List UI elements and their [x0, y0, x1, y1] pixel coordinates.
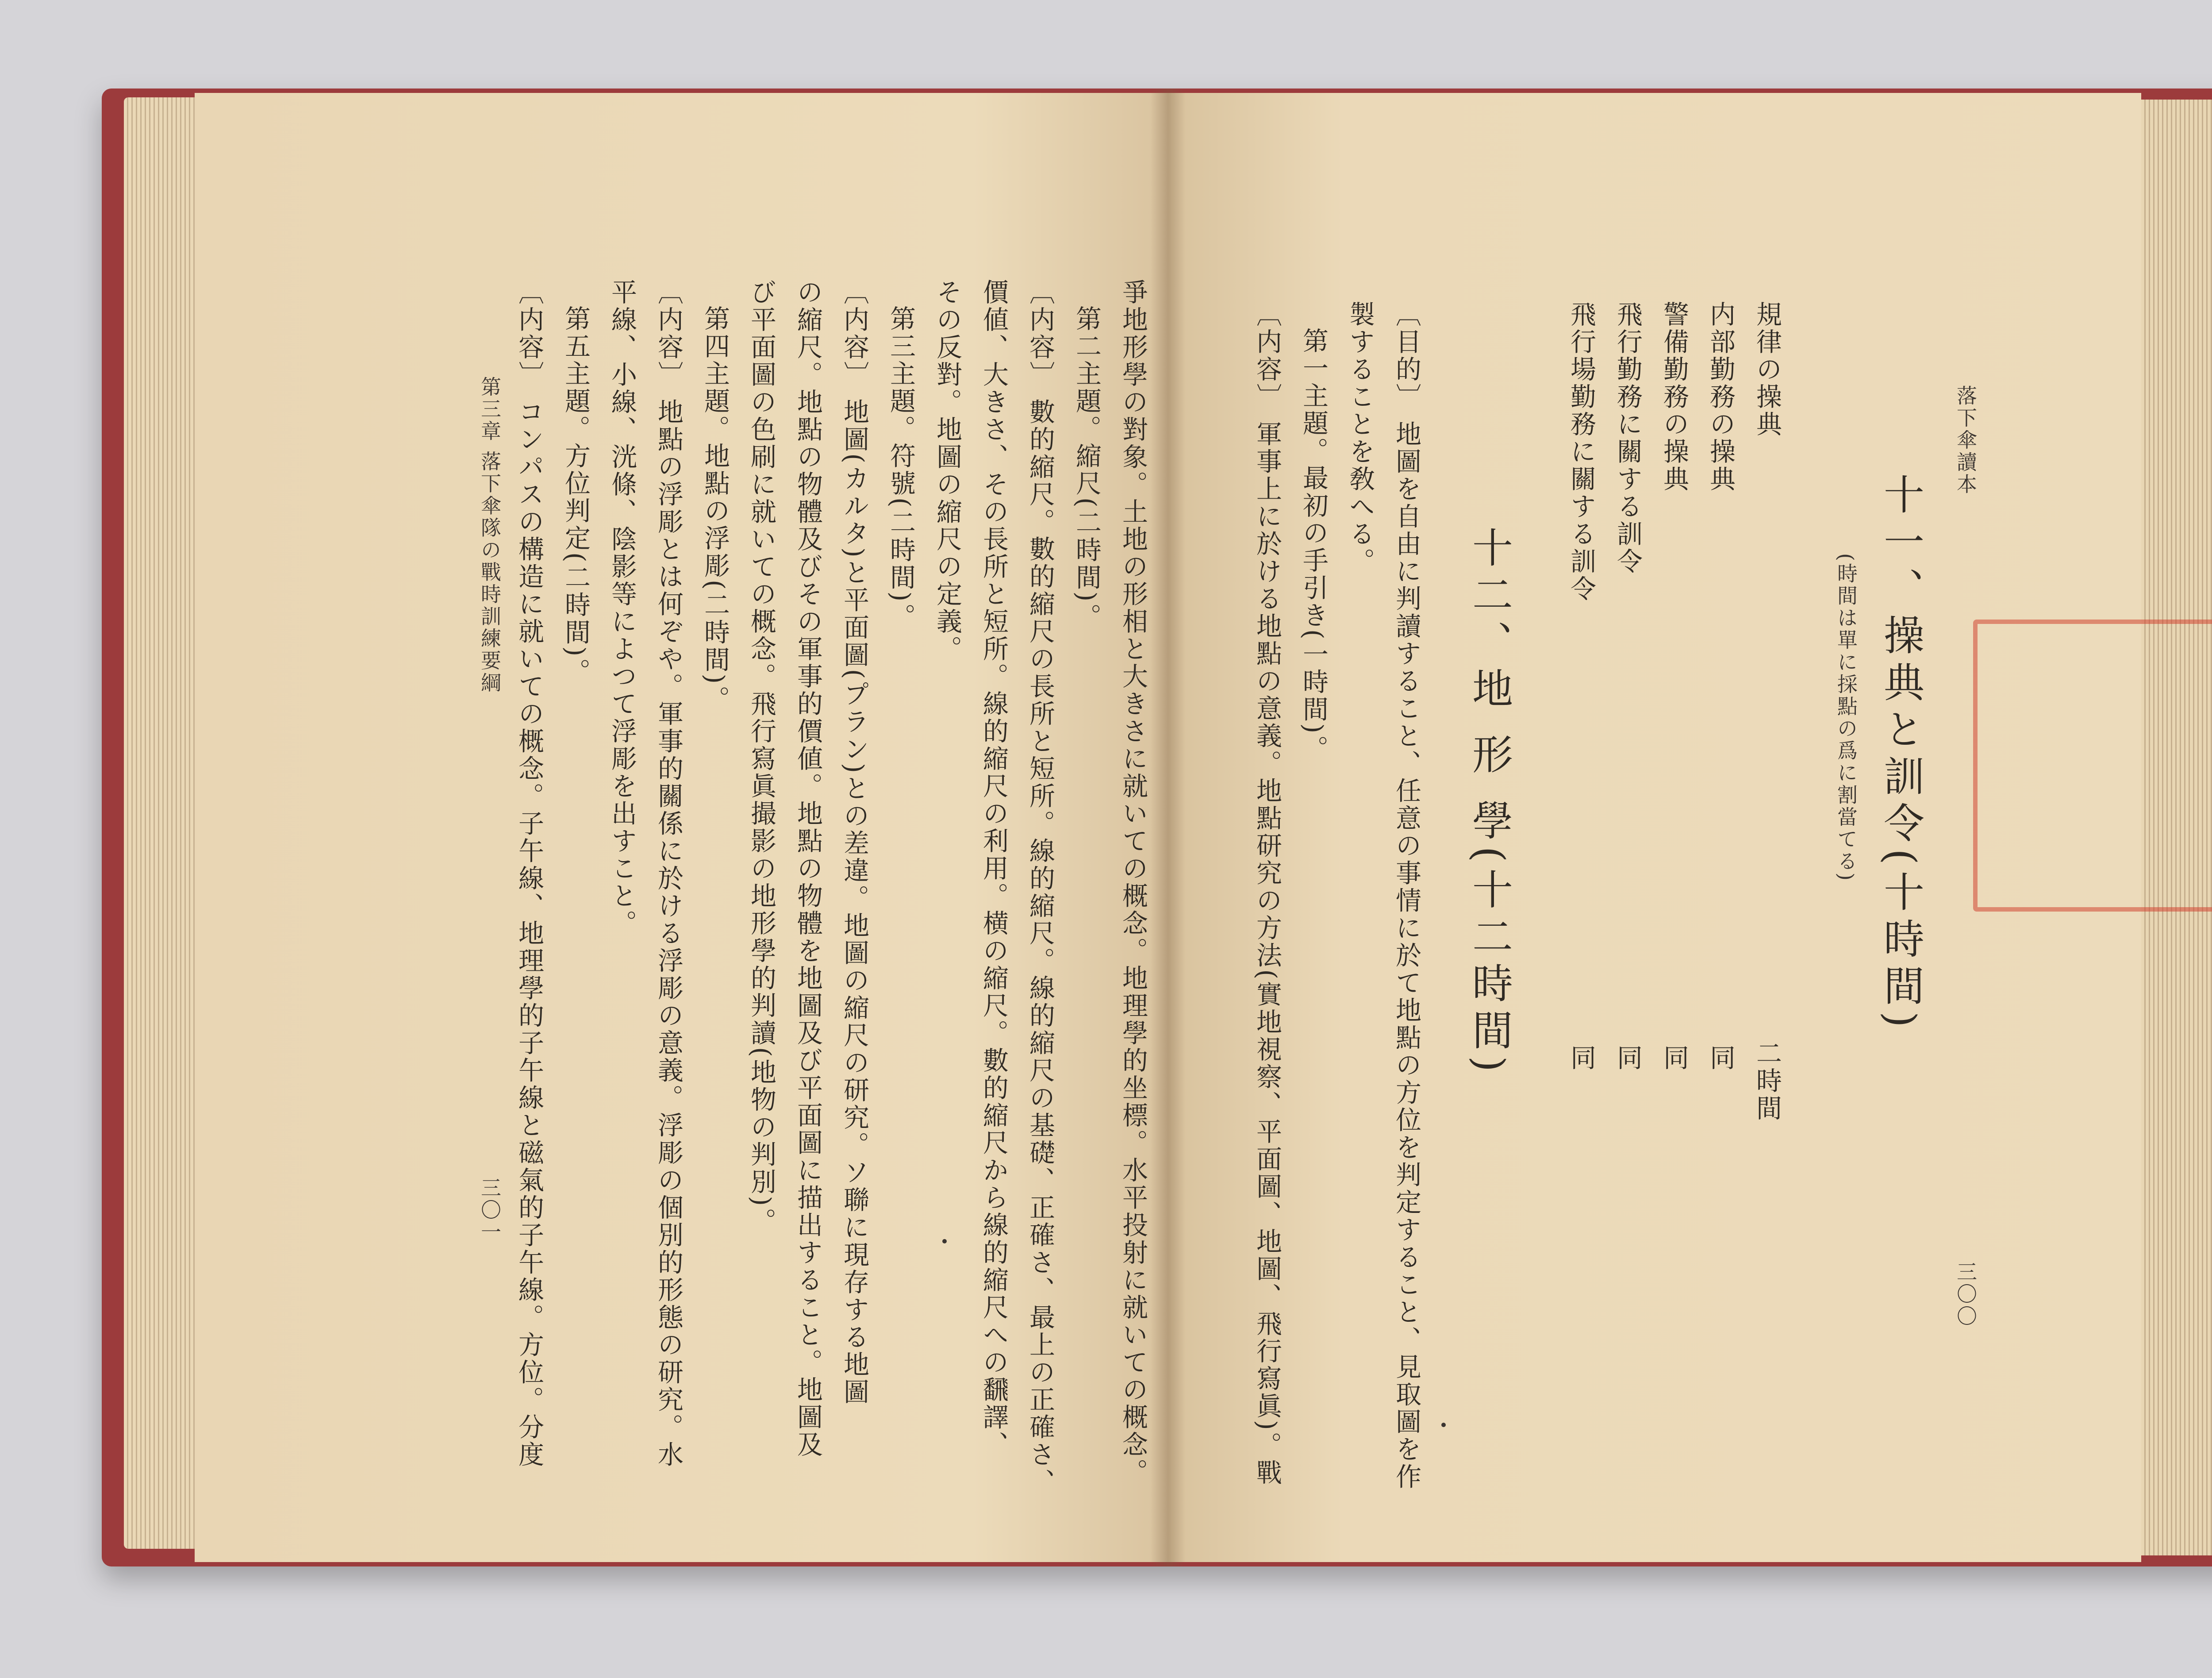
running-header: 落下傘讀本	[1954, 385, 1978, 496]
purpose-line-1: 〔目的〕 地圖を自由に判讀すること、任意の事情に於て地點の方位を判定すること、見取圖を作	[1391, 301, 1421, 1491]
left-page-edges	[124, 97, 199, 1549]
left-line-12: 平線、小線、洸條、陰影等によつて浮彫を出すこと。	[607, 279, 637, 937]
toc-item-time: 同	[1613, 1044, 1643, 1072]
left-line-9: び平面圖の色刷に就いての概念。飛行寫眞撮影の地形學的判讀(地物の判別)。	[746, 279, 776, 1235]
toc-item-label: 内部勤務の操典	[1705, 301, 1736, 493]
ink-speck	[1441, 1423, 1446, 1427]
left-line-13: 第五主題。方位判定(二時間)。	[561, 305, 591, 686]
toc-item-label: 飛行勤務に關する訓令	[1613, 301, 1643, 575]
left-line-3: 〔内容〕 數的縮尺。數的縮尺の長所と短所。線的縮尺。線的縮尺の基礎、正確さ、最上の正確さ、	[1025, 279, 1055, 1496]
left-line-6: 第三主題。符號(二時間)。	[886, 305, 916, 631]
section-12-title: 十二、地 形 學(十二時間)	[1466, 527, 1513, 1078]
left-line-8: の縮尺。地點の物體及びその軍事的價値。地點の物體を地圖及び平面圖に描出すること。地圖及	[793, 279, 823, 1459]
toc-item-label: 警備勤務の操典	[1659, 301, 1689, 493]
left-line-4: 價値、大きさ、その長所と短所。線的縮尺の利用。横の縮尺。數的縮尺から線的縮尺への飜譯、	[979, 279, 1009, 1459]
left-line-14: 〔内容〕 コンパスの構造に就いての概念。子午線、地理學的子午線と磁氣的子午線。方位。分度	[514, 279, 544, 1469]
left-line-5: その反對。地圖の縮尺の定義。	[932, 279, 962, 663]
toc-item-label: 規律の操典	[1752, 301, 1782, 438]
theme-1-heading: 第一主題。最初の手引き(一時間)。	[1298, 327, 1329, 763]
left-line-2: 第二主題。縮尺(二時間)。	[1071, 305, 1102, 631]
toc-item-time: 同	[1705, 1044, 1736, 1072]
section-11-title: 十一、操典と訓令(十時間)	[1877, 473, 1924, 1034]
toc-item-time: 二時間	[1752, 1040, 1782, 1122]
toc-item-time: 同	[1659, 1044, 1689, 1072]
toc-item-time: 同	[1566, 1044, 1596, 1072]
left-line-10: 第四主題。地點の浮彫(二時間)。	[700, 305, 730, 713]
left-line-7: 〔内容〕 地圖(カルタ)と平面圖(プラン)との差違。地圖の縮尺の研究。ソ聯に現存する地圖	[839, 279, 869, 1406]
left-line-1: 爭地形學の對象。土地の形相と大きさに就いての概念。地理學的坐標。水平投射に就いての概念。	[1118, 279, 1148, 1486]
content-1: 〔内容〕 軍事上に於ける地點の意義。地點研究の方法(實地視察、平面圖、地圖、飛行寫眞)。戰	[1252, 301, 1282, 1487]
book-gutter	[1150, 89, 1186, 1566]
page-number-left: 三〇一	[478, 1177, 502, 1243]
section-11-note: (時間は單に採點の爲に割當てる)	[1834, 553, 1858, 882]
chapter-footer: 第三章 落下傘隊の戰時訓練要綱	[478, 376, 502, 694]
purpose-line-2: 製することを敎へる。	[1345, 301, 1375, 575]
left-page	[195, 93, 1168, 1562]
ink-speck	[942, 1239, 947, 1243]
left-line-11: 〔内容〕 地點の浮彫とは何ぞや。軍事的關係に於ける浮彫の意義。浮彫の個別的形態の研究。水	[653, 279, 684, 1469]
library-stamp-mark	[1973, 620, 2212, 912]
page-number-right: 三〇〇	[1954, 1261, 1978, 1328]
toc-item-label: 飛行場勤務に關する訓令	[1566, 301, 1596, 603]
